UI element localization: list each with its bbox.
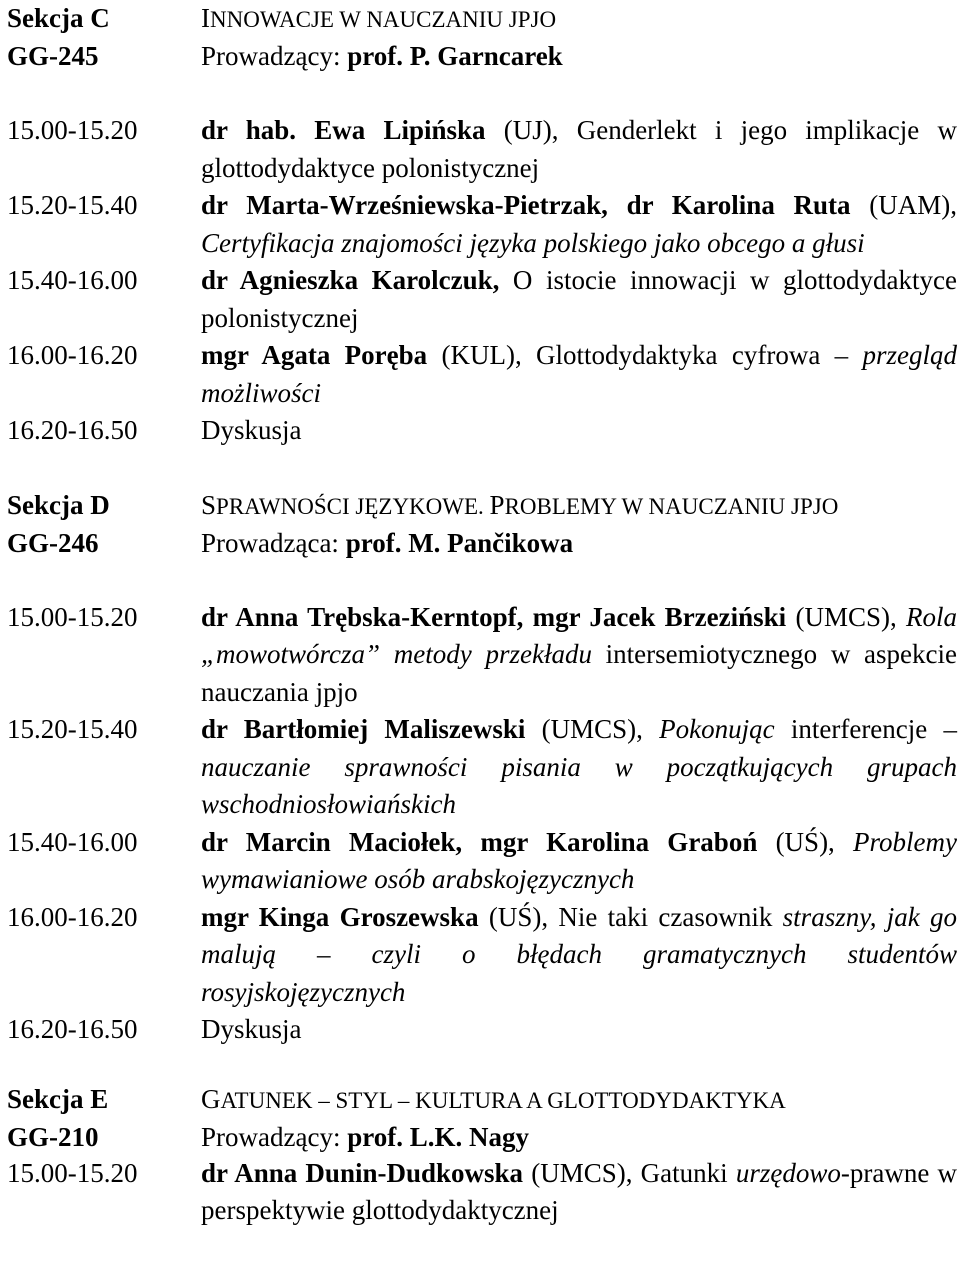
talk-text-part: mgr Agata Poręba (201, 340, 428, 370)
talk-text-part: (UMCS), (525, 714, 660, 744)
talk-time: 16.00-16.20 (7, 901, 138, 932)
section-title-rest: NNOWACJE W NAUCZANIU JPJO (210, 7, 557, 32)
talk-time: 15.40-16.00 (7, 265, 138, 295)
talk-row (7, 1155, 957, 1230)
talk-text-part: straszny, jak go malują – czyli o błędach gramatycznych studentów rosyjskojęzycznych (201, 901, 957, 1007)
talk-text-part: Dyskusja (201, 1014, 302, 1044)
section-label: Sekcja E (7, 1083, 109, 1114)
talk-text-part: dr Anna Trębska-Kerntopf, mgr Jacek Brzeziński (201, 601, 787, 632)
section-title-rest: PRAWNOŚCI JĘZYKOWE. (216, 493, 490, 519)
program-section (7, 487, 957, 1049)
talk-text-part: (UJ), Genderlekt i jego implikacje w glottodydaktyce polonistycznej (201, 115, 957, 183)
talk-text-part: Dyskusja (201, 415, 302, 445)
section-title (201, 487, 957, 525)
talk-description (201, 711, 957, 824)
talk-description (201, 337, 957, 412)
talk-text-part: urzędowo (735, 1157, 841, 1188)
talk-description (201, 262, 957, 337)
talk-description (201, 899, 957, 1012)
talk-text-part: Rola „mowotwórcza” metody przekładu (201, 601, 957, 669)
talk-text-part: mgr Kinga Groszewska (201, 901, 479, 932)
section-title-initial: P (489, 489, 505, 520)
section-title-initial: S (201, 489, 217, 520)
section-room: GG-245 (7, 41, 99, 71)
talk-row (7, 337, 957, 412)
section-title (201, 1081, 957, 1119)
section-header-row (7, 1081, 957, 1119)
talk-text-part: dr Marta-Wrześniewska-Pietrzak, dr Karolina Ruta (201, 190, 851, 220)
section-room: GG-246 (7, 527, 99, 558)
section-spacer (7, 1049, 957, 1081)
talk-time: 16.20-16.50 (7, 415, 138, 445)
section-chair (201, 38, 957, 74)
section-title (201, 0, 957, 38)
talk-description (201, 1155, 957, 1230)
talk-description (201, 187, 957, 262)
talk-row (7, 711, 957, 824)
section-title-initial: I (201, 3, 210, 33)
talk-row (7, 262, 957, 337)
program-section (7, 0, 957, 450)
talk-text-part: (KUL), Glottodydaktyka cyfrowa – (427, 340, 863, 370)
talk-description (201, 1011, 957, 1049)
talk-time: 15.00-15.20 (7, 601, 138, 632)
talk-time: 16.20-16.50 (7, 1014, 138, 1044)
talk-time: 15.00-15.20 (7, 1157, 138, 1188)
talk-text-part: dr Agnieszka Karolczuk, (201, 265, 500, 295)
talk-text-part: O istocie innowacji w glottodydaktyce polonistycznej (201, 265, 958, 333)
section-room: GG-210 (7, 1121, 99, 1152)
talk-text-part: dr hab. Ewa Lipińska (201, 115, 486, 145)
talk-text-part: -prawne w perspektywie glottodydaktycznej (201, 1157, 958, 1225)
section-label: Sekcja D (7, 489, 110, 520)
talk-text-part: Pokonując (659, 714, 775, 744)
talk-description (201, 824, 957, 899)
section-chair-name: prof. M. Pančikowa (345, 527, 574, 558)
talk-text-part: Problemy wymawianiowe osób arabskojęzycznych (201, 826, 957, 894)
talk-time: 15.40-16.00 (7, 826, 138, 857)
talk-text-part: dr Anna Dunin-Dudkowska (201, 1157, 524, 1188)
section-chair-label: Prowadząca: (201, 527, 346, 558)
section-header-row (7, 487, 957, 525)
section-chair-name: prof. P. Garncarek (347, 41, 563, 71)
talk-text-part: Certyfikacja znajomości języka polskiego jako obcego a głusi (201, 227, 865, 258)
section-room-row (7, 38, 957, 74)
talk-row (7, 899, 957, 1012)
talk-row (7, 187, 957, 262)
talk-text-part: interferencje – (774, 714, 957, 744)
talk-text-part: dr Bartłomiej Maliszewski (201, 714, 526, 744)
section-spacer (7, 74, 957, 112)
talk-description (201, 599, 957, 712)
talk-text-part: (UŚ), (757, 826, 854, 857)
section-title-initial: G (201, 1083, 221, 1114)
section-label: Sekcja C (7, 3, 110, 33)
talk-time: 15.20-15.40 (7, 714, 138, 744)
talk-text-part: (UŚ), Nie taki czasownik (478, 901, 783, 932)
talk-text-part: przegląd możliwości (201, 340, 957, 408)
section-header-row (7, 0, 957, 38)
section-spacer (7, 561, 957, 599)
talk-text-part: intersemiotycznego w aspekcie nauczania jpjo (201, 639, 957, 707)
section-room-row (7, 525, 957, 561)
talk-row (7, 112, 957, 187)
talk-text-part: (UMCS), (786, 601, 906, 632)
talk-row (7, 599, 957, 712)
talk-text-part: (UMCS), Gatunki (523, 1157, 736, 1188)
section-chair-label: Prowadzący: (201, 1121, 348, 1152)
talk-description (201, 412, 957, 450)
section-chair (201, 525, 957, 561)
talk-text-part: dr Marcin Maciołek, mgr Karolina Graboń (201, 826, 758, 857)
section-chair (201, 1119, 957, 1155)
program-document (7, 0, 957, 1230)
talk-time: 15.00-15.20 (7, 115, 138, 145)
section-chair-label: Prowadzący: (201, 41, 348, 71)
section-spacer (7, 450, 957, 487)
talk-text-part: nauczanie sprawności pisania w początkujących grupach wschodniosłowiańskich (201, 751, 957, 819)
talk-time: 15.20-15.40 (7, 190, 138, 220)
section-chair-name: prof. L.K. Nagy (347, 1121, 529, 1152)
talk-row (7, 824, 957, 899)
talk-row (7, 1011, 957, 1049)
talk-row (7, 412, 957, 450)
talk-text-part: (UAM), (850, 190, 957, 220)
section-title-rest: ATUNEK – STYL – KULTURA A GLOTTODYDAKTYKA (220, 1087, 786, 1113)
talk-time: 16.00-16.20 (7, 340, 138, 370)
program-section (7, 1081, 957, 1230)
talk-description (201, 112, 957, 187)
section-room-row (7, 1119, 957, 1155)
section-title-rest: ROBLEMY W NAUCZANIU JPJO (504, 493, 839, 519)
